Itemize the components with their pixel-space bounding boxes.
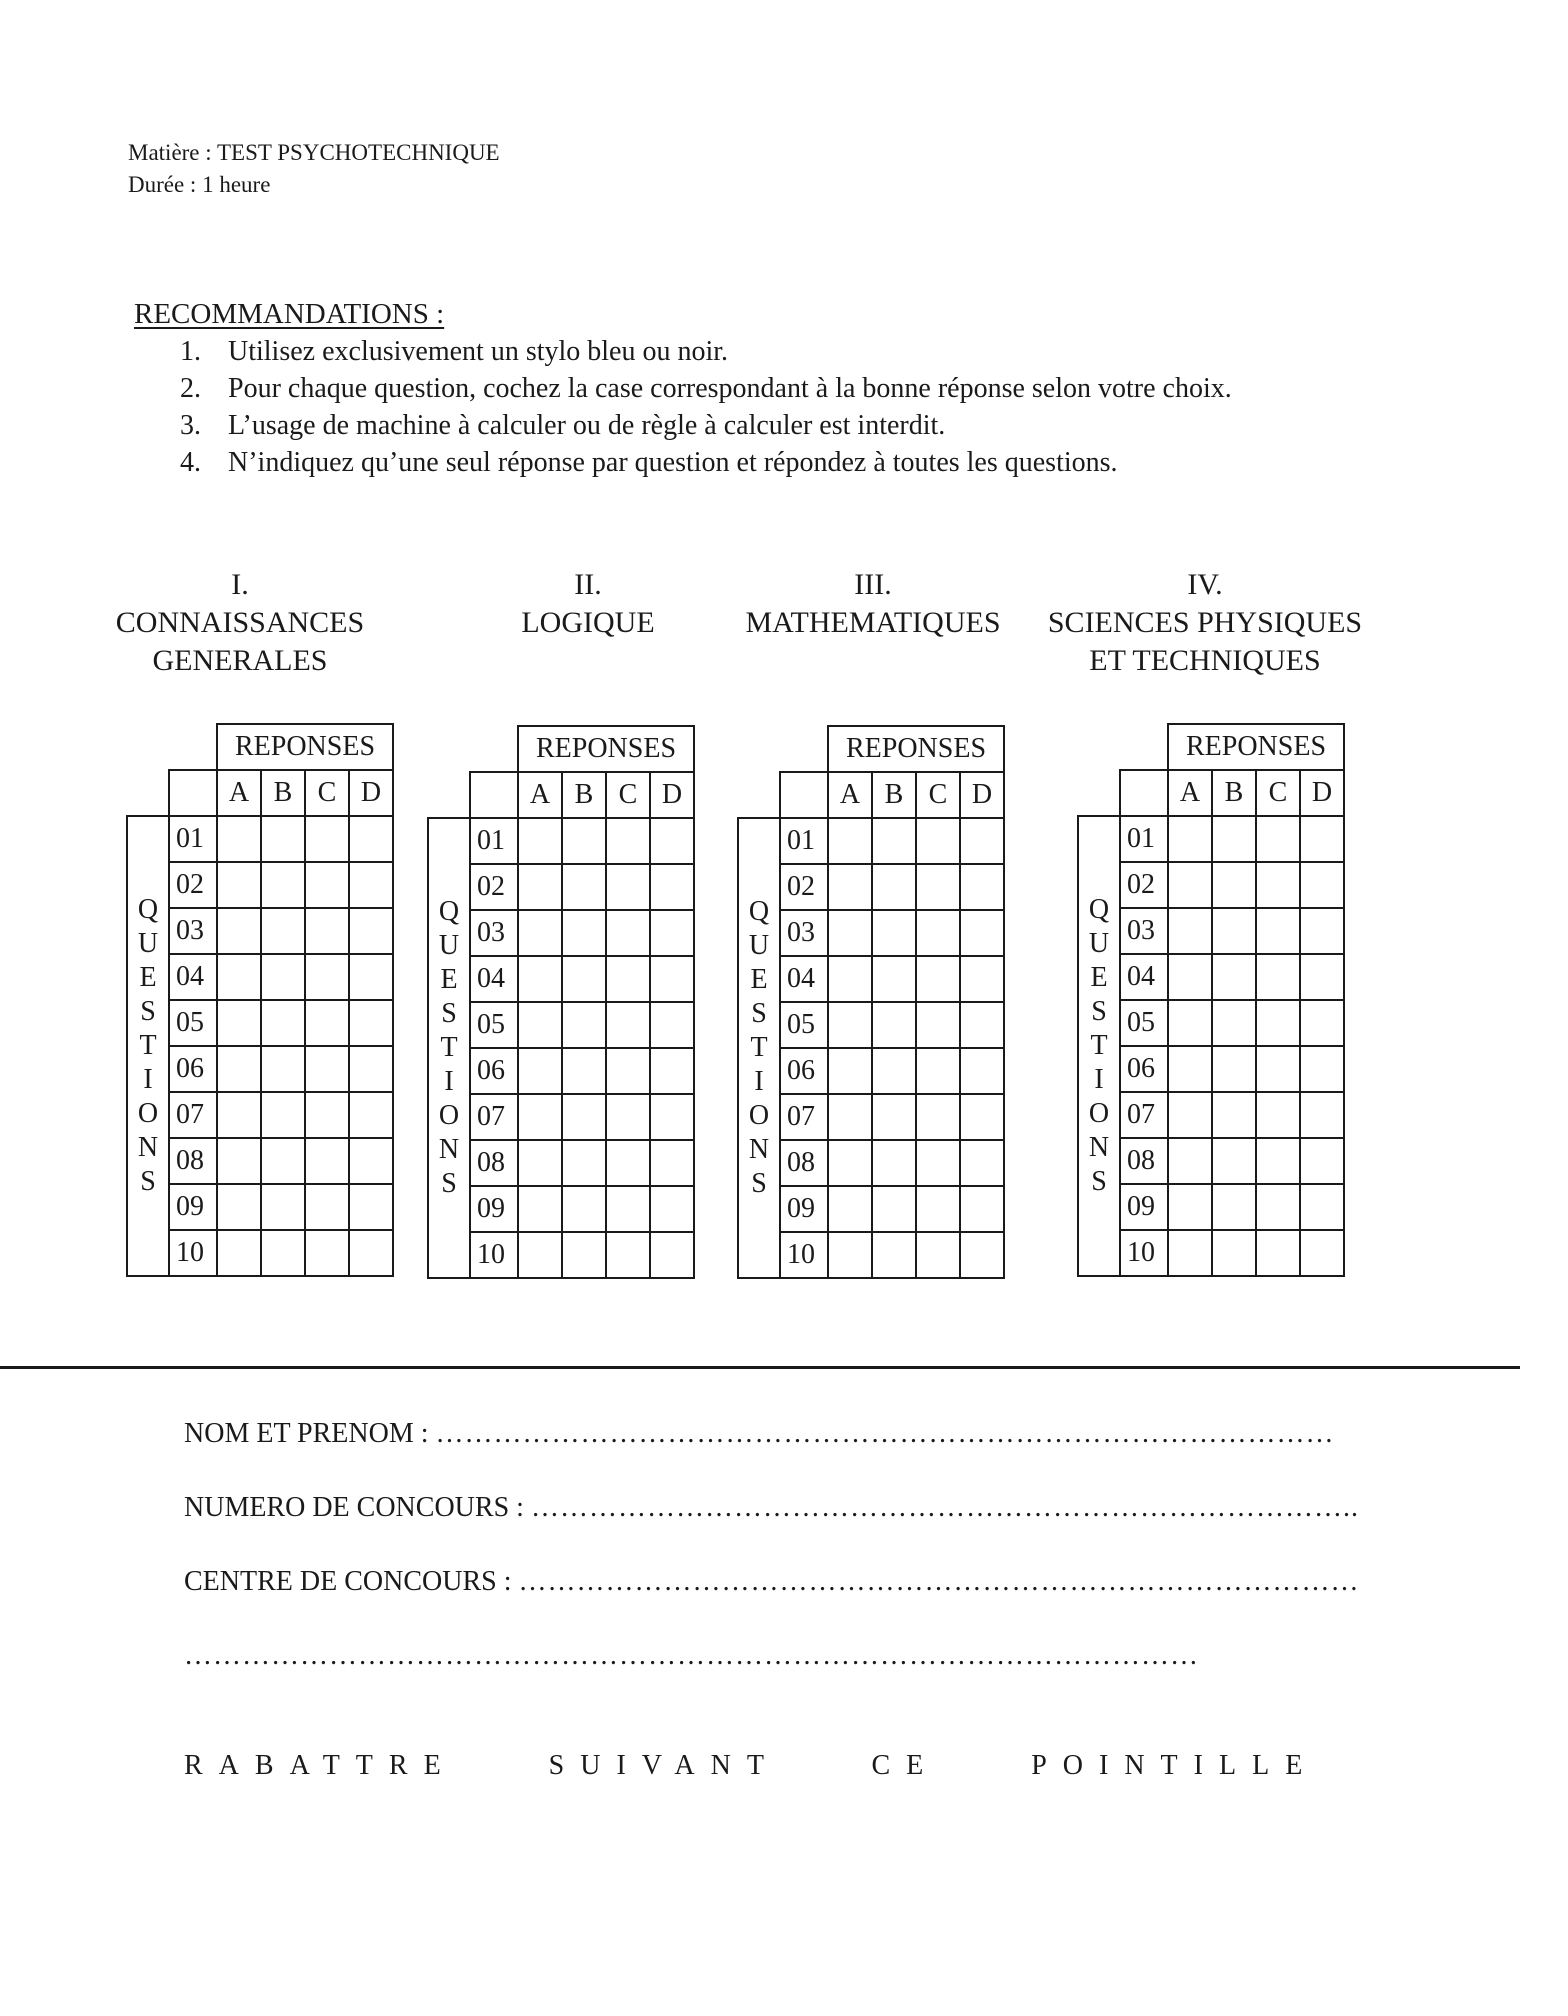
answer-checkbox[interactable] <box>562 1140 606 1186</box>
recommendation-item: 4. N’indiquez qu’une seul réponse par question et répondez à toutes les questions. <box>180 447 1118 478</box>
answer-checkbox[interactable] <box>1300 1230 1344 1276</box>
answer-checkbox[interactable] <box>960 1094 1004 1140</box>
answer-checkbox[interactable] <box>606 864 650 910</box>
name-field[interactable]: NOM ET PRENOM : ………………………………………………………………………………… <box>184 1418 1335 1449</box>
answer-checkbox[interactable] <box>349 816 393 862</box>
choice-header: D <box>960 772 1004 818</box>
answer-checkbox[interactable] <box>1300 954 1344 1000</box>
answer-checkbox[interactable] <box>872 1140 916 1186</box>
answer-checkbox[interactable] <box>872 1186 916 1232</box>
choice-header: A <box>828 772 872 818</box>
answer-checkbox[interactable] <box>916 1140 960 1186</box>
answer-checkbox[interactable] <box>1212 1184 1256 1230</box>
answer-checkbox[interactable] <box>305 1046 349 1092</box>
answer-checkbox[interactable] <box>606 1140 650 1186</box>
answer-checkbox[interactable] <box>606 1186 650 1232</box>
answer-checkbox[interactable] <box>1212 1230 1256 1276</box>
fold-separator-line <box>0 1366 1520 1369</box>
answer-checkbox[interactable] <box>916 818 960 864</box>
choice-header: A <box>518 772 562 818</box>
answer-checkbox[interactable] <box>916 956 960 1002</box>
section-title-4: IV. SCIENCES PHYSIQUES ET TECHNIQUES <box>1047 568 1363 677</box>
answer-checkbox[interactable] <box>562 1186 606 1232</box>
questions-letter: T <box>1090 1030 1108 1061</box>
answer-checkbox[interactable] <box>606 818 650 864</box>
questions-letter: S <box>1091 1166 1107 1197</box>
answer-checkbox[interactable] <box>349 1092 393 1138</box>
question-number: 02 <box>1120 862 1168 908</box>
answer-checkbox[interactable] <box>518 1140 562 1186</box>
answer-checkbox[interactable] <box>916 864 960 910</box>
answer-checkbox[interactable] <box>349 1184 393 1230</box>
answer-checkbox[interactable] <box>828 1002 872 1048</box>
answer-checkbox[interactable] <box>518 1232 562 1278</box>
question-number: 10 <box>470 1232 518 1278</box>
answer-checkbox[interactable] <box>1256 816 1300 862</box>
answer-checkbox[interactable] <box>261 954 305 1000</box>
answer-checkbox[interactable] <box>305 1230 349 1276</box>
answer-checkbox[interactable] <box>650 1140 694 1186</box>
questions-letter: S <box>441 1168 457 1199</box>
question-number: 07 <box>470 1094 518 1140</box>
questions-vertical-label <box>738 818 780 1278</box>
questions-letter: I <box>143 1064 153 1095</box>
questions-letter: I <box>444 1066 454 1097</box>
answer-checkbox[interactable] <box>872 864 916 910</box>
answer-checkbox[interactable] <box>960 1140 1004 1186</box>
questions-letter: U <box>1088 928 1110 959</box>
answer-grid-2 <box>427 725 695 1279</box>
answer-checkbox[interactable] <box>1256 1092 1300 1138</box>
choice-header: B <box>872 772 916 818</box>
answer-checkbox[interactable] <box>1300 908 1344 954</box>
question-number: 01 <box>169 816 217 862</box>
answer-checkbox[interactable] <box>1212 954 1256 1000</box>
answer-checkbox[interactable] <box>562 1002 606 1048</box>
answer-checkbox[interactable] <box>1256 954 1300 1000</box>
answer-checkbox[interactable] <box>217 862 261 908</box>
question-number: 09 <box>1120 1184 1168 1230</box>
questions-vertical-label <box>1078 816 1120 1276</box>
questions-letter: S <box>441 998 457 1029</box>
questions-letter: Q <box>438 896 460 927</box>
questions-letter: T <box>750 1032 768 1063</box>
answer-checkbox[interactable] <box>606 1232 650 1278</box>
answer-checkbox[interactable] <box>1212 1138 1256 1184</box>
choice-header: C <box>916 772 960 818</box>
question-number: 01 <box>1120 816 1168 862</box>
question-number: 09 <box>470 1186 518 1232</box>
answer-checkbox[interactable] <box>261 862 305 908</box>
answer-checkbox[interactable] <box>916 1002 960 1048</box>
answer-checkbox[interactable] <box>518 910 562 956</box>
choice-header: C <box>1256 770 1300 816</box>
answer-grid-4 <box>1077 723 1345 1277</box>
answer-checkbox[interactable] <box>1168 1046 1212 1092</box>
answer-checkbox[interactable] <box>828 1048 872 1094</box>
answer-checkbox[interactable] <box>217 954 261 1000</box>
questions-vertical-label <box>127 816 169 1276</box>
questions-letter: I <box>1094 1064 1104 1095</box>
answer-checkbox[interactable] <box>872 818 916 864</box>
questions-letter: T <box>440 1032 458 1063</box>
answer-checkbox[interactable] <box>261 1138 305 1184</box>
answer-checkbox[interactable] <box>872 1048 916 1094</box>
answer-checkbox[interactable] <box>562 1094 606 1140</box>
question-number: 03 <box>1120 908 1168 954</box>
answer-checkbox[interactable] <box>1212 908 1256 954</box>
answer-checkbox[interactable] <box>1300 1092 1344 1138</box>
section-title-2: II. LOGIQUE <box>521 568 655 639</box>
questions-letter: Q <box>137 894 159 925</box>
questions-letter: U <box>137 928 159 959</box>
answer-checkbox[interactable] <box>518 1094 562 1140</box>
question-number: 08 <box>780 1140 828 1186</box>
questions-letter: O <box>137 1098 159 1129</box>
answer-checkbox[interactable] <box>606 910 650 956</box>
answer-checkbox[interactable] <box>828 818 872 864</box>
answer-checkbox[interactable] <box>606 1002 650 1048</box>
question-number: 02 <box>169 862 217 908</box>
answer-checkbox[interactable] <box>1300 1138 1344 1184</box>
choice-header: A <box>1168 770 1212 816</box>
answer-checkbox[interactable] <box>1212 1000 1256 1046</box>
answer-checkbox[interactable] <box>261 1092 305 1138</box>
questions-letter: S <box>751 1168 767 1199</box>
answer-checkbox[interactable] <box>305 816 349 862</box>
answer-checkbox[interactable] <box>518 1186 562 1232</box>
answer-checkbox[interactable] <box>562 1232 606 1278</box>
answer-checkbox[interactable] <box>1168 1092 1212 1138</box>
answer-checkbox[interactable] <box>650 864 694 910</box>
answer-checkbox[interactable] <box>562 864 606 910</box>
answer-checkbox[interactable] <box>872 956 916 1002</box>
question-row <box>127 816 393 862</box>
answer-checkbox[interactable] <box>828 1186 872 1232</box>
answer-checkbox[interactable] <box>1168 1000 1212 1046</box>
answer-checkbox[interactable] <box>1212 862 1256 908</box>
questions-letter: E <box>139 962 157 993</box>
answer-checkbox[interactable] <box>1300 1000 1344 1046</box>
question-row <box>428 818 694 864</box>
answer-checkbox[interactable] <box>305 954 349 1000</box>
question-number: 01 <box>470 818 518 864</box>
answer-checkbox[interactable] <box>305 1138 349 1184</box>
header-corner-cell <box>1120 770 1168 816</box>
question-number: 03 <box>470 910 518 956</box>
questions-letter: O <box>748 1100 770 1131</box>
answer-checkbox[interactable] <box>650 956 694 1002</box>
answer-checkbox[interactable] <box>562 1048 606 1094</box>
question-number: 07 <box>780 1094 828 1140</box>
answer-checkbox[interactable] <box>349 954 393 1000</box>
questions-letter: E <box>750 964 768 995</box>
answer-checkbox[interactable] <box>1300 1184 1344 1230</box>
question-number: 04 <box>470 956 518 1002</box>
questions-vertical-label <box>428 818 470 1278</box>
recommendation-item: 3. L’usage de machine à calculer ou de règle à calculer est interdit. <box>180 410 946 441</box>
extra-dotted-line[interactable]: …………………………………………………………………………………………… <box>184 1640 1199 1671</box>
question-number: 09 <box>169 1184 217 1230</box>
answer-checkbox[interactable] <box>650 1232 694 1278</box>
exam-center-field[interactable]: CENTRE DE CONCOURS : …………………………………………………………………………… <box>184 1566 1360 1597</box>
question-number: 04 <box>169 954 217 1000</box>
question-number: 05 <box>1120 1000 1168 1046</box>
answer-checkbox[interactable] <box>1256 1046 1300 1092</box>
questions-letter: U <box>438 930 460 961</box>
answer-checkbox[interactable] <box>960 1186 1004 1232</box>
questions-letter: O <box>1088 1098 1110 1129</box>
question-number: 06 <box>169 1046 217 1092</box>
answer-checkbox[interactable] <box>1212 816 1256 862</box>
answer-grid-1 <box>126 723 394 1277</box>
answer-checkbox[interactable] <box>1168 1184 1212 1230</box>
answer-checkbox[interactable] <box>1300 862 1344 908</box>
responses-header: REPONSES <box>217 724 393 770</box>
recommendation-item: 1. Utilisez exclusivement un stylo bleu ou noir. <box>180 336 729 367</box>
answer-checkbox[interactable] <box>349 1000 393 1046</box>
answer-checkbox[interactable] <box>1168 862 1212 908</box>
header-corner-cell <box>470 772 518 818</box>
choice-header: B <box>261 770 305 816</box>
answer-checkbox[interactable] <box>916 1094 960 1140</box>
answer-checkbox[interactable] <box>828 864 872 910</box>
questions-letter: S <box>1091 996 1107 1027</box>
answer-checkbox[interactable] <box>960 818 1004 864</box>
subject-line: Matière : TEST PSYCHOTECHNIQUE <box>128 140 500 165</box>
answer-checkbox[interactable] <box>650 1094 694 1140</box>
question-number: 10 <box>1120 1230 1168 1276</box>
choice-header: B <box>1212 770 1256 816</box>
answer-checkbox[interactable] <box>1212 1046 1256 1092</box>
answer-checkbox[interactable] <box>349 908 393 954</box>
answer-checkbox[interactable] <box>960 1002 1004 1048</box>
questions-letter: S <box>140 996 156 1027</box>
candidate-number-field[interactable]: NUMERO DE CONCOURS : ………………………………………………………………………….. <box>184 1492 1359 1523</box>
answer-checkbox[interactable] <box>650 1186 694 1232</box>
answer-checkbox[interactable] <box>1168 816 1212 862</box>
answer-checkbox[interactable] <box>828 1140 872 1186</box>
answer-checkbox[interactable] <box>518 956 562 1002</box>
answer-checkbox[interactable] <box>261 908 305 954</box>
question-number: 05 <box>169 1000 217 1046</box>
answer-checkbox[interactable] <box>217 1000 261 1046</box>
answer-checkbox[interactable] <box>305 1000 349 1046</box>
question-number: 08 <box>1120 1138 1168 1184</box>
answer-checkbox[interactable] <box>217 1184 261 1230</box>
question-number: 02 <box>780 864 828 910</box>
answer-checkbox[interactable] <box>1256 1000 1300 1046</box>
question-row <box>1078 816 1344 862</box>
answer-checkbox[interactable] <box>872 1094 916 1140</box>
questions-letter: Q <box>748 896 770 927</box>
answer-checkbox[interactable] <box>261 1230 305 1276</box>
question-number: 04 <box>1120 954 1168 1000</box>
answer-checkbox[interactable] <box>1168 1138 1212 1184</box>
answer-checkbox[interactable] <box>1256 1184 1300 1230</box>
answer-checkbox[interactable] <box>1168 908 1212 954</box>
answer-checkbox[interactable] <box>261 1000 305 1046</box>
question-number: 02 <box>470 864 518 910</box>
answer-checkbox[interactable] <box>349 1230 393 1276</box>
header-corner-cell <box>780 772 828 818</box>
choice-header: C <box>305 770 349 816</box>
duration-line: Durée : 1 heure <box>128 172 271 197</box>
answer-checkbox[interactable] <box>261 1046 305 1092</box>
questions-letter: E <box>440 964 458 995</box>
responses-header: REPONSES <box>1168 724 1344 770</box>
answer-checkbox[interactable] <box>305 908 349 954</box>
answer-checkbox[interactable] <box>960 910 1004 956</box>
recommendations-title: RECOMMANDATIONS : <box>134 298 445 330</box>
answer-checkbox[interactable] <box>650 910 694 956</box>
answer-checkbox[interactable] <box>872 1002 916 1048</box>
answer-checkbox[interactable] <box>349 862 393 908</box>
answer-checkbox[interactable] <box>261 816 305 862</box>
answer-checkbox[interactable] <box>349 1138 393 1184</box>
answer-checkbox[interactable] <box>518 1048 562 1094</box>
question-number: 06 <box>1120 1046 1168 1092</box>
questions-letter: N <box>1088 1132 1110 1163</box>
answer-checkbox[interactable] <box>305 1184 349 1230</box>
answer-checkbox[interactable] <box>217 1092 261 1138</box>
answer-checkbox[interactable] <box>217 908 261 954</box>
answer-checkbox[interactable] <box>518 1002 562 1048</box>
questions-letter: N <box>137 1132 159 1163</box>
question-number: 07 <box>1120 1092 1168 1138</box>
recommendations-list <box>180 334 1340 482</box>
answer-checkbox[interactable] <box>606 1094 650 1140</box>
answer-checkbox[interactable] <box>650 1002 694 1048</box>
answer-checkbox[interactable] <box>562 910 606 956</box>
answer-checkbox[interactable] <box>1256 862 1300 908</box>
answer-checkbox[interactable] <box>1212 1092 1256 1138</box>
questions-letter: T <box>139 1030 157 1061</box>
answer-checkbox[interactable] <box>1168 1230 1212 1276</box>
answer-checkbox[interactable] <box>518 818 562 864</box>
recommendation-item: 2. Pour chaque question, cochez la case correspondant à la bonne réponse selon votre choix. <box>180 373 1232 404</box>
answer-checkbox[interactable] <box>828 1094 872 1140</box>
answer-checkbox[interactable] <box>650 818 694 864</box>
answer-checkbox[interactable] <box>305 1092 349 1138</box>
answer-checkbox[interactable] <box>872 1232 916 1278</box>
choice-header: C <box>606 772 650 818</box>
question-number: 10 <box>780 1232 828 1278</box>
questions-letter: Q <box>1088 894 1110 925</box>
answer-checkbox[interactable] <box>349 1046 393 1092</box>
answer-checkbox[interactable] <box>960 1048 1004 1094</box>
answer-checkbox[interactable] <box>1256 1230 1300 1276</box>
question-number: 10 <box>169 1230 217 1276</box>
answer-grid-3 <box>737 725 1005 1279</box>
answer-checkbox[interactable] <box>305 862 349 908</box>
answer-checkbox[interactable] <box>960 1232 1004 1278</box>
question-number: 05 <box>780 1002 828 1048</box>
choice-header: D <box>349 770 393 816</box>
responses-header: REPONSES <box>518 726 694 772</box>
answer-checkbox[interactable] <box>606 956 650 1002</box>
choice-header: B <box>562 772 606 818</box>
choice-header: D <box>1300 770 1344 816</box>
question-number: 04 <box>780 956 828 1002</box>
questions-letter: O <box>438 1100 460 1131</box>
questions-letter: I <box>754 1066 764 1097</box>
questions-letter: U <box>748 930 770 961</box>
responses-header: REPONSES <box>828 726 1004 772</box>
questions-letter: S <box>751 998 767 1029</box>
answer-checkbox[interactable] <box>1256 908 1300 954</box>
answer-checkbox[interactable] <box>650 1048 694 1094</box>
answer-checkbox[interactable] <box>217 1230 261 1276</box>
question-number: 06 <box>470 1048 518 1094</box>
answer-checkbox[interactable] <box>562 818 606 864</box>
answer-checkbox[interactable] <box>217 816 261 862</box>
question-number: 07 <box>169 1092 217 1138</box>
answer-checkbox[interactable] <box>518 864 562 910</box>
answer-checkbox[interactable] <box>960 956 1004 1002</box>
question-number: 03 <box>780 910 828 956</box>
answer-checkbox[interactable] <box>217 1138 261 1184</box>
answer-checkbox[interactable] <box>1168 954 1212 1000</box>
answer-checkbox[interactable] <box>916 1232 960 1278</box>
question-number: 08 <box>470 1140 518 1186</box>
question-number: 09 <box>780 1186 828 1232</box>
question-row <box>738 818 1004 864</box>
answer-checkbox[interactable] <box>916 1048 960 1094</box>
answer-checkbox[interactable] <box>828 1232 872 1278</box>
answer-checkbox[interactable] <box>261 1184 305 1230</box>
header-corner-cell <box>169 770 217 816</box>
question-number: 05 <box>470 1002 518 1048</box>
questions-letter: N <box>748 1134 770 1165</box>
answer-checkbox[interactable] <box>562 956 606 1002</box>
answer-checkbox[interactable] <box>916 1186 960 1232</box>
choice-header: A <box>217 770 261 816</box>
answer-checkbox[interactable] <box>872 910 916 956</box>
questions-letter: N <box>438 1134 460 1165</box>
answer-checkbox[interactable] <box>828 956 872 1002</box>
section-title-3: III. MATHEMATIQUES <box>745 568 1001 639</box>
question-number: 06 <box>780 1048 828 1094</box>
question-number: 08 <box>169 1138 217 1184</box>
answer-checkbox[interactable] <box>1300 1046 1344 1092</box>
answer-checkbox[interactable] <box>606 1048 650 1094</box>
answer-checkbox[interactable] <box>1256 1138 1300 1184</box>
answer-checkbox[interactable] <box>1300 816 1344 862</box>
fold-instruction: RABATTRE SUIVANT CE POINTILLE <box>184 1750 1319 1781</box>
answer-checkbox[interactable] <box>828 910 872 956</box>
questions-letter: S <box>140 1166 156 1197</box>
answer-checkbox[interactable] <box>217 1046 261 1092</box>
choice-header: D <box>650 772 694 818</box>
questions-letter: E <box>1090 962 1108 993</box>
section-title-1: I. CONNAISSANCES GENERALES <box>115 568 365 677</box>
question-number: 03 <box>169 908 217 954</box>
question-number: 01 <box>780 818 828 864</box>
answer-checkbox[interactable] <box>960 864 1004 910</box>
answer-checkbox[interactable] <box>916 910 960 956</box>
